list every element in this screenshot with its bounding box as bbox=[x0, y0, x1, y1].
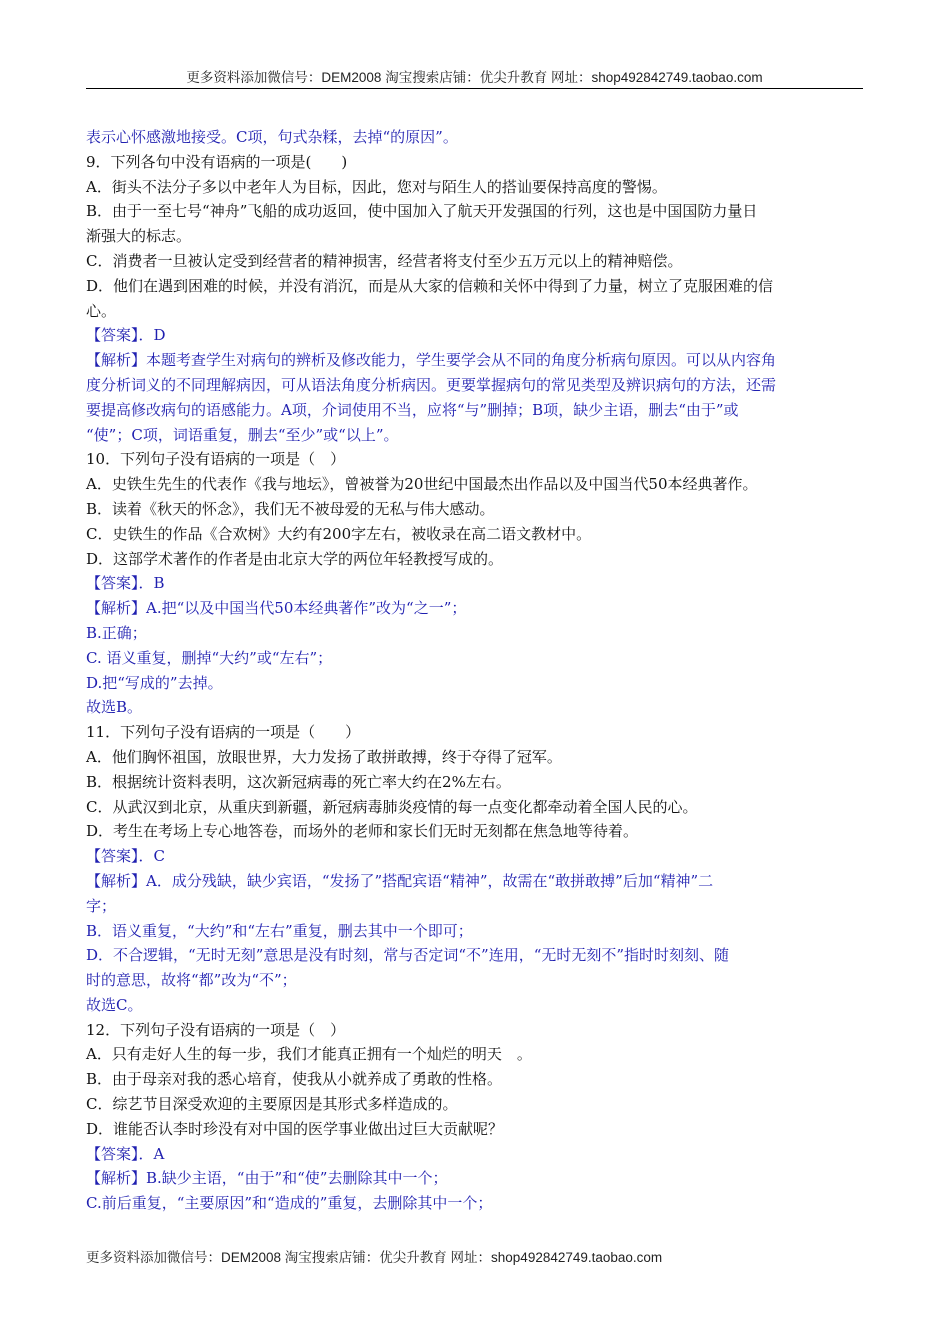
question-11-option-a: A．他们胸怀祖国，放眼世界，大力发扬了敢拼敢搏，终于夺得了冠军。 bbox=[86, 747, 562, 766]
question-12-option-b: B．由于母亲对我的悉心培育，使我从小就养成了勇敢的性格。 bbox=[86, 1070, 503, 1089]
question-11-answer: 【答案】．C bbox=[86, 847, 165, 866]
header-rule bbox=[86, 88, 863, 89]
question-9-answer: 【答案】．D bbox=[86, 326, 166, 345]
question-11-conclusion: 故选C。 bbox=[86, 995, 143, 1014]
question-11-option-b: B．根据统计资料表明，这次新冠病毒的死亡率大约在2%左右。 bbox=[86, 772, 511, 791]
question-10-analysis-cont: B.正确； bbox=[86, 623, 147, 642]
question-9-analysis-cont: 度分析词义的不同理解病因，可从语法角度分析病因。更要掌握病句的常见类型及辨识病句的方法，还需 bbox=[86, 375, 777, 394]
question-9-analysis: 【解析】本题考查学生对病句的辨析及修改能力，学生要学会从不同的角度分析病句原因。可以从内容角 bbox=[86, 351, 777, 370]
question-11-option-d: D．考生在考场上专心地答卷，而场外的老师和家长们无时无刻都在焦急地等待着。 bbox=[86, 822, 639, 841]
question-9-analysis-cont: 要提高修改病句的语感能力。A项，介词使用不当，应将“与”删掉；B项，缺少主语，删去“由于”或 bbox=[86, 400, 739, 419]
question-11-analysis-cont: 字； bbox=[86, 896, 117, 915]
question-12-analysis: 【解析】B.缺少主语，“由于”和“使”去删除其中一个； bbox=[86, 1169, 448, 1188]
question-10-analysis-cont: C. 语义重复，删掉“大约”或“左右”； bbox=[86, 648, 333, 667]
page-header: 更多资料添加微信号：DEM2008 淘宝搜索店铺：优尖升教育 网址：shop492842749.taobao.com bbox=[186, 70, 763, 85]
question-10-stem: 10．下列句子没有语病的一项是（ ） bbox=[86, 450, 346, 469]
question-10-analysis: 【解析】A.把“以及中国当代50本经典著作”改为“之一”； bbox=[86, 599, 467, 618]
question-11-analysis: 【解析】A．成分残缺，缺少宾语，“发扬了”搭配宾语“精神”，故需在“敢拼敢搏”后加“精神”二 bbox=[86, 871, 714, 890]
question-9-option-a: A．街头不法分子多以中老年人为目标，因此，您对与陌生人的搭讪要保持高度的警惕。 bbox=[86, 177, 667, 196]
question-12-option-c: C．综艺节目深受欢迎的主要原因是其形式多样造成的。 bbox=[86, 1095, 458, 1114]
question-11-analysis-cont: 时的意思，故将“都”改为“不”； bbox=[86, 971, 297, 990]
question-11-analysis-cont: B．语义重复，“大约”和“左右”重复，删去其中一个即可； bbox=[86, 921, 473, 940]
question-10-option-a: A．史铁生先生的代表作《我与地坛》，曾被誉为20世纪中国最杰出作品以及中国当代50本经典著作。 bbox=[86, 475, 758, 494]
analysis-continuation: 表示心怀感激地接受。C项，句式杂糅，去掉“的原因”。 bbox=[86, 128, 458, 146]
question-10-option-b: B．读着《秋天的怀念》，我们无不被母爱的无私与伟大感动。 bbox=[86, 499, 495, 518]
question-12-option-a: A．只有走好人生的每一步，我们才能真正拥有一个灿烂的明天 。 bbox=[86, 1045, 532, 1064]
question-9-stem: 9．下列各句中没有语病的一项是( ) bbox=[86, 152, 348, 171]
question-9-option-c: C．消费者一旦被认定受到经营者的精神损害，经营者将支付至少五万元以上的精神赔偿。 bbox=[86, 251, 683, 270]
question-9-option-b-cont: 渐强大的标志。 bbox=[86, 227, 192, 246]
question-10-conclusion: 故选B。 bbox=[86, 698, 143, 717]
question-12-option-d: D．谁能否认李时珍没有对中国的医学事业做出过巨大贡献呢？ bbox=[86, 1119, 504, 1138]
question-9-option-d-cont: 心。 bbox=[86, 301, 117, 320]
question-11-analysis-cont: D．不合逻辑，“无时无刻”意思是没有时刻，常与否定词“不”连用，“无时无刻不”指时时刻刻、随 bbox=[86, 946, 730, 965]
question-10-answer: 【答案】．B bbox=[86, 574, 165, 593]
question-11-option-c: C．从武汉到北京，从重庆到新疆，新冠病毒肺炎疫情的每一点变化都牵动着全国人民的心。 bbox=[86, 797, 698, 816]
question-10-option-c: C．史铁生的作品《合欢树》大约有200字左右，被收录在高二语文教材中。 bbox=[86, 524, 592, 543]
document-body bbox=[86, 125, 866, 1216]
question-11-stem: 11．下列句子没有语病的一项是（ ） bbox=[86, 723, 361, 742]
question-12-answer: 【答案】．A bbox=[86, 1144, 165, 1163]
question-12-stem: 12．下列句子没有语病的一项是（ ） bbox=[86, 1020, 346, 1039]
question-9-option-d: D．他们在遇到困难的时候，并没有消沉，而是从大家的信赖和关怀中得到了力量，树立了克服困难的信 bbox=[86, 276, 774, 295]
question-12-analysis-cont: C.前后重复，“主要原因”和“造成的”重复，去删除其中一个； bbox=[86, 1194, 493, 1213]
question-10-option-d: D．这部学术著作的作者是由北京大学的两位年轻教授写成的。 bbox=[86, 549, 504, 568]
page-footer: 更多资料添加微信号：DEM2008 淘宝搜索店铺：优尖升教育 网址：shop492842749.taobao.com bbox=[86, 1250, 663, 1265]
question-9-option-b: B．由于一至七号“神舟”飞船的成功返回，使中国加入了航天开发强国的行列，这也是中国国防力量日 bbox=[86, 202, 758, 221]
question-9-analysis-cont: “使”；C项，词语重复，删去“至少”或“以上”。 bbox=[86, 425, 399, 444]
question-10-analysis-cont: D.把“写成的”去掉。 bbox=[86, 673, 223, 692]
